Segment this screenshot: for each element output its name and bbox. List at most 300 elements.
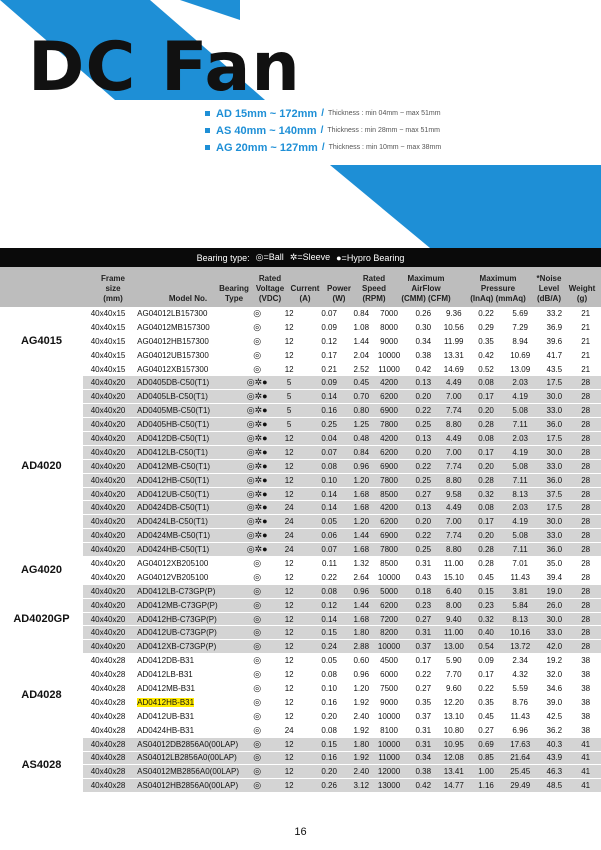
cell-value: 38 [570, 668, 601, 682]
table-header [0, 267, 601, 307]
cell-frame: 40x40x15 [83, 307, 133, 320]
cell-value: 6900 [369, 459, 409, 473]
cell-value: 6200 [369, 598, 409, 612]
cell-value: 0.15 [470, 584, 502, 598]
cell-value: 13.10 [438, 709, 471, 723]
cell-bearing-icon: ◎ [239, 626, 275, 640]
highlighted-model: AD0412HB-B31 [137, 697, 195, 707]
cell-value: 11.43 [502, 570, 538, 584]
cell-model: AD0405HB-C50(T1) [133, 418, 239, 432]
cell-value: 0.10 [303, 473, 337, 487]
table-row [0, 487, 601, 501]
cell-value: 7800 [369, 418, 409, 432]
cell-value: 8.94 [502, 334, 538, 348]
cell-model: AD0412DB-C50(T1) [133, 432, 239, 446]
cell-value: 8.13 [502, 612, 538, 626]
cell-value: 46.3 [538, 765, 570, 779]
cell-value: 0.28 [470, 543, 502, 557]
cell-bearing-icon: ◎ [239, 348, 275, 362]
cell-value: 5.08 [502, 404, 538, 418]
cell-value: 0.43 [409, 570, 438, 584]
cell-value: 0.15 [303, 737, 337, 751]
cell-value: 0.28 [470, 557, 502, 571]
table-row [0, 723, 601, 737]
cell-model: AD0412UB-C50(T1) [133, 487, 239, 501]
cell-value: 0.22 [470, 307, 502, 320]
cell-value: 0.08 [303, 584, 337, 598]
cell-value: 7.11 [502, 543, 538, 557]
cell-value: 13.41 [438, 765, 471, 779]
cell-model: AD0412LB-C50(T1) [133, 445, 239, 459]
cell-frame: 40x40x20 [83, 626, 133, 640]
cell-value: 0.17 [470, 668, 502, 682]
cell-model: AD0424DB-C50(T1) [133, 501, 239, 515]
cell-value: 2.40 [337, 709, 369, 723]
cell-value: 28 [570, 543, 601, 557]
cell-value: 7.74 [438, 529, 471, 543]
cell-bearing-icon: ◎✲● [239, 543, 275, 557]
cell-value: 4200 [369, 501, 409, 515]
cell-value: 34.6 [538, 682, 570, 696]
cell-value: 21 [570, 348, 601, 362]
cell-model: AD0412MB-C73GP(P) [133, 598, 239, 612]
cell-value: 0.60 [337, 654, 369, 668]
spec-table [0, 307, 601, 793]
cell-value: 1.68 [337, 612, 369, 626]
cell-value: 0.20 [303, 765, 337, 779]
cell-value: 13000 [369, 779, 409, 793]
cell-value: 0.17 [303, 348, 337, 362]
cell-value: 10000 [369, 737, 409, 751]
cell-value: 12000 [369, 765, 409, 779]
cell-value: 0.23 [470, 598, 502, 612]
cell-value: 0.22 [409, 459, 438, 473]
cell-value: 0.14 [303, 487, 337, 501]
table-row [0, 307, 601, 320]
cell-value: 7.74 [438, 459, 471, 473]
cell-value: 28 [570, 418, 601, 432]
cell-value: 39.6 [538, 334, 570, 348]
cell-value: 1.92 [337, 751, 369, 765]
cell-value: 0.09 [470, 654, 502, 668]
cell-value: 7.74 [438, 404, 471, 418]
cell-frame: 40x40x20 [83, 570, 133, 584]
cell-value: 8.00 [438, 598, 471, 612]
cell-value: 25.45 [502, 765, 538, 779]
cell-value: 0.24 [303, 640, 337, 654]
table-row [0, 779, 601, 793]
cell-bearing-icon: ◎ [239, 723, 275, 737]
cell-model: AG04012VB205100 [133, 570, 239, 584]
cell-value: 2.03 [502, 432, 538, 446]
cell-frame: 40x40x20 [83, 543, 133, 557]
cell-value: 11.43 [502, 709, 538, 723]
header-airflow: Maximum AirFlow (CMM) (CFM) [401, 274, 451, 303]
table-row [0, 737, 601, 751]
cell-value: 21 [570, 334, 601, 348]
table-row [0, 529, 601, 543]
cell-value: 13.72 [502, 640, 538, 654]
cell-value: 0.17 [470, 390, 502, 404]
cell-value: 13.09 [502, 362, 538, 376]
cell-bearing-icon: ◎ [239, 570, 275, 584]
header-current: Current (A) [290, 284, 320, 303]
cell-value: 24 [275, 515, 303, 529]
cell-value: 0.45 [470, 570, 502, 584]
cell-value: 5 [275, 390, 303, 404]
cell-value: 10.80 [438, 723, 471, 737]
cell-bearing-icon: ◎✲● [239, 404, 275, 418]
cell-value: 8.80 [438, 418, 471, 432]
cell-value: 9000 [369, 334, 409, 348]
group-label: AG4015 [0, 307, 83, 376]
cell-value: 7.11 [502, 418, 538, 432]
cell-value: 0.20 [470, 529, 502, 543]
cell-value: 5000 [369, 584, 409, 598]
cell-model: AD0424MB-C50(T1) [133, 529, 239, 543]
cell-value: 0.12 [303, 334, 337, 348]
cell-value: 0.17 [470, 515, 502, 529]
cell-value: 21 [570, 320, 601, 334]
table-row [0, 445, 601, 459]
cell-model: AG04012UB157300 [133, 348, 239, 362]
cell-value: 1.68 [337, 501, 369, 515]
cell-value: 0.04 [303, 432, 337, 446]
cell-frame: 40x40x28 [83, 765, 133, 779]
cell-value: 24 [275, 543, 303, 557]
cell-value: 12.08 [438, 751, 471, 765]
group-label: AG4020 [0, 557, 83, 585]
cell-value: 41 [570, 765, 601, 779]
cell-value: 30.0 [538, 390, 570, 404]
cell-value: 12 [275, 570, 303, 584]
cell-value: 28 [570, 515, 601, 529]
cell-value: 0.25 [409, 473, 438, 487]
cell-value: 43.5 [538, 362, 570, 376]
cell-frame: 40x40x15 [83, 320, 133, 334]
table-row [0, 348, 601, 362]
cell-value: 12 [275, 432, 303, 446]
cell-value: 0.85 [470, 751, 502, 765]
cell-value: 40.3 [538, 737, 570, 751]
cell-value: 1.20 [337, 682, 369, 696]
cell-value: 0.31 [409, 626, 438, 640]
cell-value: 9.60 [438, 682, 471, 696]
cell-value: 0.25 [409, 418, 438, 432]
cell-value: 5.69 [502, 307, 538, 320]
cell-value: 11000 [369, 362, 409, 376]
cell-model [133, 695, 239, 709]
cell-value: 28 [570, 404, 601, 418]
cell-value: 8.13 [502, 487, 538, 501]
group-label: AS4028 [0, 737, 83, 793]
cell-value: 12 [275, 779, 303, 793]
cell-value: 30.0 [538, 515, 570, 529]
cell-value: 28 [570, 612, 601, 626]
cell-value: 0.17 [409, 654, 438, 668]
bullet-square-icon [205, 128, 210, 133]
cell-value: 0.54 [470, 640, 502, 654]
cell-bearing-icon: ◎ [239, 612, 275, 626]
cell-value: 28 [570, 626, 601, 640]
cell-bearing-icon: ◎ [239, 779, 275, 793]
cell-value: 8200 [369, 626, 409, 640]
cell-value: 1.44 [337, 598, 369, 612]
cell-frame: 40x40x20 [83, 598, 133, 612]
cell-value: 0.40 [470, 626, 502, 640]
cell-model: AS04012MB2856A0(00LAP) [133, 765, 239, 779]
cell-value: 0.14 [303, 501, 337, 515]
cell-value: 32.0 [538, 668, 570, 682]
cell-value: 0.42 [470, 348, 502, 362]
cell-value: 7.11 [502, 473, 538, 487]
table-row [0, 765, 601, 779]
cell-value: 0.27 [409, 612, 438, 626]
cell-model: AD0412HB-C73GP(P) [133, 612, 239, 626]
cell-model: AG04012LB157300 [133, 307, 239, 320]
cell-frame: 40x40x20 [83, 584, 133, 598]
cell-value: 0.38 [409, 765, 438, 779]
cell-value: 6.96 [502, 723, 538, 737]
cell-value: 0.26 [303, 779, 337, 793]
cell-frame: 40x40x28 [83, 695, 133, 709]
cell-value: 0.20 [470, 404, 502, 418]
cell-bearing-icon: ◎✲● [239, 445, 275, 459]
cell-value: 0.25 [303, 418, 337, 432]
cell-frame: 40x40x20 [83, 445, 133, 459]
spec-item: AS 40mm ~ 140mm / Thickness : min 28mm ~ max 51mm [205, 122, 441, 139]
cell-value: 0.45 [337, 376, 369, 390]
cell-value: 43.9 [538, 751, 570, 765]
cell-value: 36.0 [538, 473, 570, 487]
table-row [0, 404, 601, 418]
cell-value: 6200 [369, 445, 409, 459]
cell-value: 10.95 [438, 737, 471, 751]
cell-value: 13.00 [438, 640, 471, 654]
cell-value: 24 [275, 501, 303, 515]
cell-value: 12 [275, 751, 303, 765]
cell-value: 28 [570, 445, 601, 459]
cell-value: 0.25 [409, 543, 438, 557]
cell-value: 38 [570, 723, 601, 737]
cell-value: 36.2 [538, 723, 570, 737]
cell-value: 0.15 [303, 626, 337, 640]
cell-value: 39.4 [538, 570, 570, 584]
cell-value: 0.20 [409, 390, 438, 404]
cell-value: 0.14 [303, 612, 337, 626]
table-row [0, 362, 601, 376]
cell-value: 36.9 [538, 320, 570, 334]
cell-value: 4.19 [502, 515, 538, 529]
cell-value: 10.56 [438, 320, 471, 334]
cell-value: 7.29 [502, 320, 538, 334]
cell-value: 19.0 [538, 584, 570, 598]
cell-value: 21 [570, 307, 601, 320]
cell-value: 12 [275, 348, 303, 362]
cell-value: 5.08 [502, 459, 538, 473]
cell-frame: 40x40x20 [83, 376, 133, 390]
cell-value: 17.5 [538, 432, 570, 446]
cell-value: 0.96 [337, 584, 369, 598]
cell-frame: 40x40x28 [83, 682, 133, 696]
header-weight: Weight (g) [568, 284, 596, 303]
table-row [0, 682, 601, 696]
cell-value: 42.0 [538, 640, 570, 654]
cell-value: 21.64 [502, 751, 538, 765]
cell-bearing-icon: ◎ [239, 654, 275, 668]
cell-value: 12 [275, 654, 303, 668]
cell-value: 10.16 [502, 626, 538, 640]
cell-value: 0.35 [409, 695, 438, 709]
cell-value: 28 [570, 557, 601, 571]
cell-value: 7.01 [502, 557, 538, 571]
cell-value: 28 [570, 473, 601, 487]
cell-value: 29.49 [502, 779, 538, 793]
cell-value: 0.42 [409, 362, 438, 376]
cell-value: 0.13 [409, 432, 438, 446]
cell-value: 0.05 [303, 515, 337, 529]
bullet-square-icon [205, 145, 210, 150]
cell-frame: 40x40x20 [83, 404, 133, 418]
cell-value: 30.0 [538, 445, 570, 459]
bearing-legend: Bearing type: ◎=Ball ✲=Sleeve ●=Hypro Bearing [0, 248, 601, 267]
cell-frame: 40x40x20 [83, 515, 133, 529]
cell-value: 38 [570, 654, 601, 668]
cell-bearing-icon: ◎✲● [239, 376, 275, 390]
table-row [0, 598, 601, 612]
cell-frame: 40x40x20 [83, 640, 133, 654]
cell-model: AD0412MB-B31 [133, 682, 239, 696]
cell-model: AD0412LB-B31 [133, 668, 239, 682]
cell-frame: 40x40x15 [83, 334, 133, 348]
cell-value: 0.28 [470, 418, 502, 432]
cell-value: 48.5 [538, 779, 570, 793]
cell-frame: 40x40x28 [83, 737, 133, 751]
cell-value: 0.22 [409, 529, 438, 543]
spec-list [205, 105, 441, 156]
cell-value: 41.7 [538, 348, 570, 362]
header-noise: *Noise Level (dB/A) [536, 274, 562, 303]
cell-value: 38 [570, 695, 601, 709]
cell-value: 0.16 [303, 751, 337, 765]
cell-value: 11.00 [438, 626, 471, 640]
cell-value: 39.0 [538, 695, 570, 709]
cell-bearing-icon: ◎✲● [239, 473, 275, 487]
table-row [0, 515, 601, 529]
cell-value: 28 [570, 640, 601, 654]
cell-value: 4.19 [502, 390, 538, 404]
cell-value: 0.08 [470, 376, 502, 390]
cell-value: 38 [570, 682, 601, 696]
cell-frame: 40x40x15 [83, 362, 133, 376]
cell-value: 0.84 [337, 445, 369, 459]
cell-value: 24 [275, 723, 303, 737]
cell-value: 21 [570, 362, 601, 376]
cell-value: 0.96 [337, 459, 369, 473]
header-pressure: Maximum Pressure (InAq) (mmAq) [470, 274, 526, 303]
bullet-square-icon [205, 111, 210, 116]
cell-value: 0.16 [303, 404, 337, 418]
cell-value: 0.08 [470, 432, 502, 446]
cell-value: 4200 [369, 432, 409, 446]
cell-bearing-icon: ◎ [239, 765, 275, 779]
table-row [0, 626, 601, 640]
cell-value: 3.81 [502, 584, 538, 598]
table-row [0, 459, 601, 473]
cell-bearing-icon: ◎ [239, 320, 275, 334]
table-row [0, 376, 601, 390]
cell-value: 4.32 [502, 668, 538, 682]
header-voltage: Rated Voltage (VDC) [255, 274, 285, 303]
cell-bearing-icon: ◎ [239, 334, 275, 348]
cell-bearing-icon: ◎ [239, 751, 275, 765]
cell-value: 0.27 [409, 487, 438, 501]
cell-value: 11.00 [438, 557, 471, 571]
cell-value: 0.28 [470, 473, 502, 487]
cell-value: 1.68 [337, 487, 369, 501]
cell-value: 1.25 [337, 418, 369, 432]
cell-value: 0.14 [303, 390, 337, 404]
cell-value: 4.49 [438, 432, 471, 446]
cell-value: 1.32 [337, 557, 369, 571]
cell-value: 14.77 [438, 779, 471, 793]
cell-model: AD0405LB-C50(T1) [133, 390, 239, 404]
cell-value: 0.20 [409, 445, 438, 459]
cell-value: 2.40 [337, 765, 369, 779]
cell-model: AG04012HB157300 [133, 334, 239, 348]
table-row [0, 320, 601, 334]
cell-value: 10.69 [502, 348, 538, 362]
cell-value: 1.44 [337, 334, 369, 348]
cell-value: 37.5 [538, 487, 570, 501]
cell-value: 8000 [369, 320, 409, 334]
cell-value: 8100 [369, 723, 409, 737]
table-row [0, 570, 601, 584]
cell-value: 12 [275, 487, 303, 501]
cell-value: 41 [570, 751, 601, 765]
cell-model: AD0412DB-B31 [133, 654, 239, 668]
cell-model: AD0412UB-C73GP(P) [133, 626, 239, 640]
cell-value: 28 [570, 432, 601, 446]
cell-frame: 40x40x20 [83, 459, 133, 473]
cell-value: 28 [570, 584, 601, 598]
cell-value: 1.00 [470, 765, 502, 779]
cell-value: 0.08 [470, 501, 502, 515]
header-speed: Rated Speed (RPM) [361, 274, 386, 303]
cell-value: 12 [275, 765, 303, 779]
cell-value: 1.80 [337, 737, 369, 751]
cell-value: 0.34 [409, 751, 438, 765]
cell-value: 2.88 [337, 640, 369, 654]
cell-value: 0.22 [470, 682, 502, 696]
cell-value: 4.49 [438, 501, 471, 515]
cell-value: 0.23 [409, 598, 438, 612]
cell-value: 12 [275, 307, 303, 320]
cell-value: 0.20 [409, 515, 438, 529]
cell-value: 0.20 [470, 459, 502, 473]
cell-value: 10000 [369, 570, 409, 584]
cell-value: 1.92 [337, 695, 369, 709]
cell-bearing-icon: ◎ [239, 557, 275, 571]
cell-model: AG04012XB205100 [133, 557, 239, 571]
cell-value: 28 [570, 598, 601, 612]
cell-bearing-icon: ◎✲● [239, 459, 275, 473]
cell-value: 11.99 [438, 334, 471, 348]
cell-value: 33.0 [538, 529, 570, 543]
cell-value: 0.27 [409, 682, 438, 696]
cell-model: AS04012HB2856A0(00LAP) [133, 779, 239, 793]
cell-value: 28 [570, 459, 601, 473]
